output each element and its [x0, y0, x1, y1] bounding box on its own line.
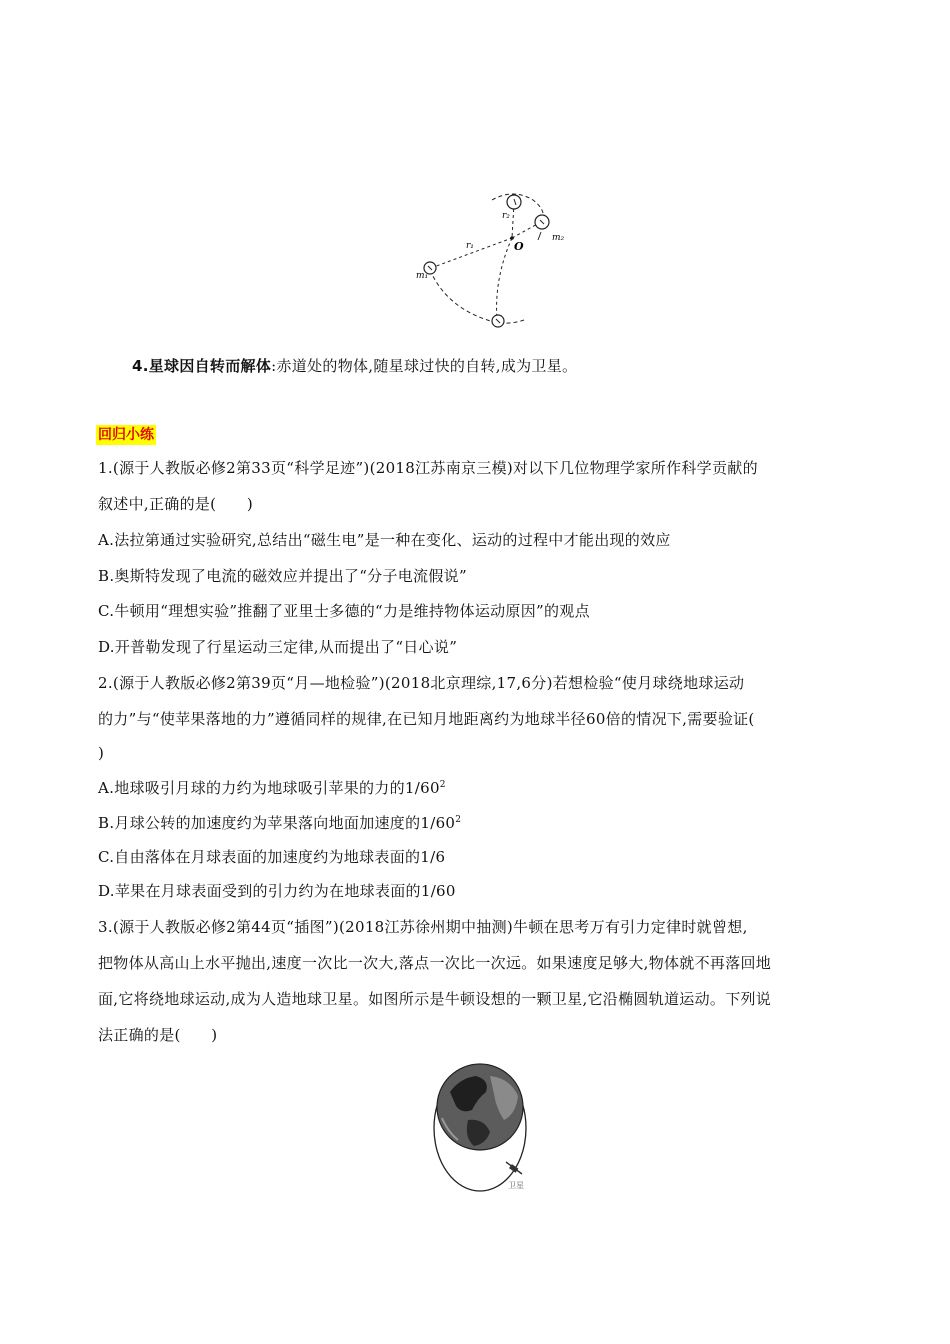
q2-option-c: C.自由落体在月球表面的加速度约为地球表面的1/6	[98, 848, 446, 866]
q1-line-2: 叙述中,正确的是( )	[98, 495, 254, 513]
satellite-label: 卫星	[508, 1181, 524, 1190]
q2-option-a-text: A.地球吸引月球的力约为地球吸引苹果的力的1/60	[98, 779, 440, 797]
q1-option-d: D.开普勒发现了行星运动三定律,从而提出了“日心说”	[98, 638, 458, 656]
q2-option-a	[98, 778, 446, 798]
satellite-icon	[506, 1162, 522, 1174]
label-m1: m₁	[416, 271, 429, 281]
q3-line-3: 面,它将绕地球运动,成为人造地球卫星。如图所示是牛顿设想的一颗卫星,它沿椭圆轨道运动。下列说	[98, 990, 772, 1008]
label-r1: r₁	[466, 241, 474, 251]
label-m2: m₂	[552, 233, 565, 243]
label-r2: r₂	[502, 211, 510, 221]
section-title: 回归小练	[98, 427, 154, 443]
o-to-bottom-line	[497, 238, 512, 320]
star-top	[507, 195, 521, 209]
orbit-arc-m1	[430, 270, 524, 323]
q2-line-2: 的力”与“使苹果落地的力”遵循同样的规律,在已知月地距离约为地球半径60倍的情况下,需要验证(	[98, 710, 755, 728]
item4-text: :赤道处的物体,随星球过快的自转,成为卫星。	[271, 357, 578, 375]
q2-line-1: 2.(源于人教版必修2第39页“月—地检验”)(2018北京理综,17,6分)若想检验“使月球绕地球运动	[98, 674, 745, 692]
q2-line-3: )	[98, 744, 105, 762]
label-o: O	[514, 240, 524, 253]
q2-option-d: D.苹果在月球表面受到的引力约为在地球表面的1/60	[98, 882, 456, 900]
q1-option-c: C.牛顿用“理想实验”推翻了亚里士多德的“力是维持物体运动原因”的观点	[98, 602, 590, 620]
item4-heading: 4.星球因自转而解体	[132, 357, 272, 375]
q3-line-2: 把物体从高山上水平抛出,速度一次比一次大,落点一次比一次远。如果速度足够大,物体就不再落回地	[98, 954, 772, 972]
q2-option-b-exponent: 2	[455, 815, 462, 825]
q3-line-1: 3.(源于人教版必修2第44页“插图”)(2018江苏徐州期中抽测)牛顿在思考万有引力定律时就曾想,	[98, 918, 748, 936]
earth-orbit-figure	[428, 1062, 540, 1196]
q3-line-4: 法正确的是( )	[98, 1026, 218, 1044]
item4-line	[132, 356, 577, 376]
q2-option-b	[98, 813, 461, 833]
binary-star-figure	[408, 186, 578, 331]
q1-line-1: 1.(源于人教版必修2第33页“科学足迹”)(2018江苏南京三模)对以下几位物理学家所作科学贡献的	[98, 459, 758, 477]
q2-option-a-exponent: 2	[439, 780, 446, 790]
q2-option-b-text: B.月球公转的加速度约为苹果落向地面加速度的1/60	[98, 814, 456, 832]
q1-option-b: B.奥斯特发现了电流的磁效应并提出了“分子电流假说”	[98, 567, 467, 585]
q1-option-a: A.法拉第通过实验研究,总结出“磁生电”是一种在变化、运动的过程中才能出现的效应	[98, 531, 671, 549]
